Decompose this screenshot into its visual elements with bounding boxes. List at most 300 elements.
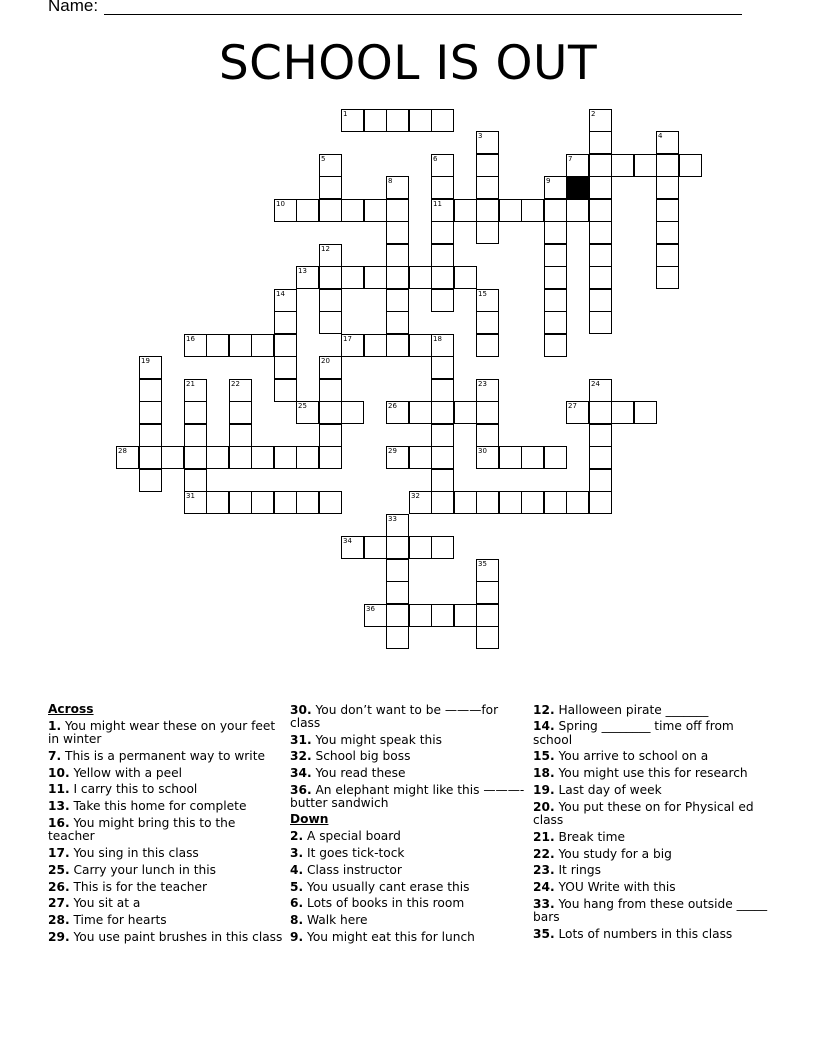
grid-cell[interactable] xyxy=(476,334,499,357)
grid-cell[interactable] xyxy=(161,446,184,469)
grid-cell[interactable] xyxy=(589,154,612,177)
clue-item-text: This is for the teacher xyxy=(69,879,208,894)
grid-cell[interactable] xyxy=(589,401,612,424)
grid-cell[interactable] xyxy=(386,626,409,649)
grid-cell[interactable] xyxy=(229,334,252,357)
clue-item-text: Break time xyxy=(554,829,626,844)
clue-item-text: You put these on for Physical ed class xyxy=(533,799,754,827)
grid-cell[interactable] xyxy=(184,491,207,514)
grid-cell[interactable] xyxy=(521,446,544,469)
grid-cell[interactable] xyxy=(431,154,454,177)
clue-number: 33 xyxy=(388,515,397,523)
grid-cell[interactable] xyxy=(409,334,432,357)
grid-cell[interactable] xyxy=(544,311,567,334)
clue-item xyxy=(48,897,283,910)
clue-item-text: An elephant might like this ———- butter sandwich xyxy=(290,782,525,811)
clue-number: 29 xyxy=(388,447,397,455)
clue-item-text: Lots of numbers in this class xyxy=(554,926,733,941)
clue-item-text: You sing in this class xyxy=(69,845,199,860)
grid-cell[interactable] xyxy=(476,131,499,154)
clue-item-text: This is a permanent way to write xyxy=(61,748,265,763)
grid-cell[interactable] xyxy=(139,401,162,424)
grid-cell[interactable] xyxy=(431,199,454,222)
clue-item xyxy=(533,801,768,827)
clue-number: 21 xyxy=(186,380,195,388)
clue-item xyxy=(290,784,525,810)
clue-item xyxy=(290,750,525,763)
clue-item xyxy=(533,848,768,861)
clue-number: 25 xyxy=(298,402,307,410)
grid-cell[interactable] xyxy=(431,446,454,469)
grid-cell[interactable] xyxy=(319,244,342,267)
clue-item xyxy=(290,767,525,780)
grid-cell[interactable] xyxy=(184,424,207,447)
grid-cell[interactable] xyxy=(589,424,612,447)
clue-number: 7 xyxy=(568,155,573,163)
grid-cell[interactable] xyxy=(341,401,364,424)
clue-item-text: Class instructor xyxy=(303,862,402,877)
clue-item xyxy=(533,784,768,797)
clue-item xyxy=(533,704,768,717)
grid-cell[interactable] xyxy=(139,469,162,492)
grid-cell[interactable] xyxy=(319,356,342,379)
clue-number: 20 xyxy=(321,357,330,365)
grid-cell[interactable] xyxy=(476,401,499,424)
clue-number: 4 xyxy=(658,132,663,140)
grid-cell[interactable] xyxy=(656,199,679,222)
grid-cell[interactable] xyxy=(206,334,229,357)
grid-cell[interactable] xyxy=(589,491,612,514)
grid-cell[interactable] xyxy=(589,176,612,199)
clue-item-number: 26. xyxy=(48,879,70,894)
grid-cell[interactable] xyxy=(589,266,612,289)
grid-cell[interactable] xyxy=(296,401,319,424)
grid-cell[interactable] xyxy=(499,491,522,514)
grid-cell[interactable] xyxy=(611,401,634,424)
grid-cell[interactable] xyxy=(544,221,567,244)
clue-item xyxy=(48,767,283,780)
grid-cell[interactable] xyxy=(341,199,364,222)
clue-item-text: Lots of books in this room xyxy=(303,896,465,911)
clue-item-number: 29. xyxy=(48,929,70,944)
clue-item-number: 22. xyxy=(533,846,555,861)
grid-cell[interactable] xyxy=(319,176,342,199)
grid-cell[interactable] xyxy=(296,491,319,514)
clue-item-number: 33. xyxy=(533,896,555,911)
grid-cell[interactable] xyxy=(656,244,679,267)
clue-item-text: You hang from these outside _____ bars xyxy=(533,896,768,925)
grid-cell[interactable] xyxy=(589,131,612,154)
grid-cell[interactable] xyxy=(544,176,567,199)
grid-cell[interactable] xyxy=(274,379,297,402)
clue-item xyxy=(533,831,768,844)
grid-cell[interactable] xyxy=(296,266,319,289)
clue-number: 24 xyxy=(591,380,600,388)
grid-cell[interactable] xyxy=(319,379,342,402)
grid-cell[interactable] xyxy=(611,154,634,177)
grid-cell[interactable] xyxy=(229,446,252,469)
clue-item-number: 24. xyxy=(533,880,555,895)
grid-cell[interactable] xyxy=(454,266,477,289)
clue-item-number: 2. xyxy=(290,829,304,844)
clue-item-text: Yellow with a peel xyxy=(69,765,183,780)
grid-cell[interactable] xyxy=(319,289,342,312)
grid-cell[interactable] xyxy=(184,334,207,357)
grid-cell[interactable] xyxy=(544,266,567,289)
clue-item-number: 6. xyxy=(290,896,304,911)
grid-cell[interactable] xyxy=(656,131,679,154)
clue-number: 30 xyxy=(478,447,487,455)
grid-cell[interactable] xyxy=(386,604,409,627)
clue-item-number: 30. xyxy=(290,702,312,717)
clue-number: 6 xyxy=(433,155,438,163)
grid-cell[interactable] xyxy=(386,266,409,289)
clue-number: 18 xyxy=(433,335,442,343)
clue-number: 28 xyxy=(118,447,127,455)
grid-cell[interactable] xyxy=(476,311,499,334)
grid-cell[interactable] xyxy=(386,559,409,582)
grid-cell[interactable] xyxy=(409,109,432,132)
grid-cell[interactable] xyxy=(364,109,387,132)
grid-cell[interactable] xyxy=(229,424,252,447)
clue-item xyxy=(48,931,283,944)
grid-cell[interactable] xyxy=(229,491,252,514)
grid-cell[interactable] xyxy=(521,491,544,514)
grid-cell[interactable] xyxy=(454,491,477,514)
grid-cell[interactable] xyxy=(274,356,297,379)
clue-number: 9 xyxy=(546,177,551,185)
clue-item-number: 35. xyxy=(533,926,555,941)
grid-cell[interactable] xyxy=(251,446,274,469)
grid-cell[interactable] xyxy=(386,199,409,222)
grid-cell[interactable] xyxy=(544,491,567,514)
grid-cell[interactable] xyxy=(566,401,589,424)
grid-cell[interactable] xyxy=(476,559,499,582)
grid-cell[interactable] xyxy=(476,446,499,469)
clue-item-number: 25. xyxy=(48,862,70,877)
clue-item xyxy=(533,881,768,894)
clue-item-text: You usually cant erase this xyxy=(303,879,470,894)
grid-cell[interactable] xyxy=(184,379,207,402)
clue-number: 3 xyxy=(478,132,483,140)
grid-cell[interactable] xyxy=(386,221,409,244)
grid-cell[interactable] xyxy=(566,154,589,177)
clue-number: 22 xyxy=(231,380,240,388)
grid-cell[interactable] xyxy=(476,289,499,312)
grid-cell[interactable] xyxy=(184,469,207,492)
grid-cell[interactable] xyxy=(431,401,454,424)
grid-cell[interactable] xyxy=(499,446,522,469)
grid-cell[interactable] xyxy=(341,109,364,132)
grid-cell[interactable] xyxy=(476,604,499,627)
clue-item-number: 23. xyxy=(533,863,555,878)
clue-item-text: You arrive to school on a xyxy=(554,749,709,764)
grid-cell[interactable] xyxy=(319,154,342,177)
grid-cell[interactable] xyxy=(679,154,702,177)
grid-cell[interactable] xyxy=(319,401,342,424)
grid-cell[interactable] xyxy=(386,514,409,537)
clue-item xyxy=(290,881,525,894)
grid-cell[interactable] xyxy=(589,199,612,222)
clue-item-text: You study for a big xyxy=(554,846,672,861)
grid-cell[interactable] xyxy=(431,491,454,514)
grid-cell[interactable] xyxy=(184,401,207,424)
page-title: SCHOOL IS OUT xyxy=(218,36,598,91)
grid-cell[interactable] xyxy=(589,446,612,469)
clues-column-2 xyxy=(290,700,525,944)
grid-cell[interactable] xyxy=(431,244,454,267)
clue-item-text: You might speak this xyxy=(311,732,442,747)
grid-cell[interactable] xyxy=(656,176,679,199)
grid-cell[interactable] xyxy=(319,266,342,289)
grid-cell[interactable] xyxy=(296,199,319,222)
grid-cell[interactable] xyxy=(431,604,454,627)
grid-cell[interactable] xyxy=(274,334,297,357)
clue-number: 19 xyxy=(141,357,150,365)
grid-cell[interactable] xyxy=(364,334,387,357)
grid-cell[interactable] xyxy=(409,604,432,627)
clue-item-number: 10. xyxy=(48,765,70,780)
grid-cell[interactable] xyxy=(454,604,477,627)
clues-column-3 xyxy=(533,700,768,941)
grid-cell[interactable] xyxy=(296,446,319,469)
grid-cell[interactable] xyxy=(364,536,387,559)
clue-item-text: You sit at a xyxy=(69,896,141,911)
grid-cell[interactable] xyxy=(341,266,364,289)
down-clue-list-continued xyxy=(533,704,768,942)
grid-cell[interactable] xyxy=(139,446,162,469)
grid-cell[interactable] xyxy=(431,289,454,312)
clue-item-number: 31. xyxy=(290,732,312,747)
grid-cell[interactable] xyxy=(476,626,499,649)
clue-item-text: Time for hearts xyxy=(69,913,167,928)
grid-cell[interactable] xyxy=(499,199,522,222)
grid-cell[interactable] xyxy=(656,266,679,289)
grid-cell[interactable] xyxy=(386,289,409,312)
across-clue-list xyxy=(48,720,283,944)
grid-cell[interactable] xyxy=(656,221,679,244)
clue-item xyxy=(48,783,283,796)
grid-cell[interactable] xyxy=(589,109,612,132)
grid-cell[interactable] xyxy=(544,334,567,357)
clue-item-text: It goes tick-tock xyxy=(303,845,405,860)
clue-item-number: 15. xyxy=(533,749,555,764)
grid-cell[interactable] xyxy=(589,379,612,402)
grid-cell[interactable] xyxy=(431,536,454,559)
grid-cell[interactable] xyxy=(229,379,252,402)
grid-cell[interactable] xyxy=(476,581,499,604)
grid-cell[interactable] xyxy=(206,491,229,514)
grid-cell[interactable] xyxy=(116,446,139,469)
clue-item-text: A special board xyxy=(303,829,401,844)
clue-item-text: You might eat this for lunch xyxy=(303,929,475,944)
grid-cell[interactable] xyxy=(229,401,252,424)
grid-cell[interactable] xyxy=(409,491,432,514)
clue-item xyxy=(290,897,525,910)
clue-number: 8 xyxy=(388,177,393,185)
grid-cell[interactable] xyxy=(341,536,364,559)
grid-cell[interactable] xyxy=(319,199,342,222)
clue-item xyxy=(48,847,283,860)
grid-cell[interactable] xyxy=(454,401,477,424)
grid-cell[interactable] xyxy=(409,401,432,424)
clue-item xyxy=(533,898,768,924)
clue-item-number: 17. xyxy=(48,845,70,860)
grid-cell[interactable] xyxy=(139,424,162,447)
grid-cell[interactable] xyxy=(206,446,229,469)
grid-cell[interactable] xyxy=(589,244,612,267)
clue-item-number: 12. xyxy=(533,702,555,717)
grid-cell[interactable] xyxy=(139,379,162,402)
grid-cell[interactable] xyxy=(431,356,454,379)
grid-cell[interactable] xyxy=(454,199,477,222)
grid-cell[interactable] xyxy=(566,199,589,222)
clue-number: 1 xyxy=(343,110,348,118)
grid-cell[interactable] xyxy=(634,401,657,424)
clue-number: 17 xyxy=(343,335,352,343)
grid-cell[interactable] xyxy=(431,334,454,357)
grid-cell[interactable] xyxy=(274,199,297,222)
name-label: Name: xyxy=(48,0,99,15)
grid-cell[interactable] xyxy=(139,356,162,379)
grid-cell[interactable] xyxy=(476,154,499,177)
grid-cell[interactable] xyxy=(589,311,612,334)
clue-item-text: Last day of week xyxy=(554,782,662,797)
clue-number: 35 xyxy=(478,560,487,568)
grid-cell[interactable] xyxy=(634,154,657,177)
grid-cell[interactable] xyxy=(431,379,454,402)
grid-cell[interactable] xyxy=(476,379,499,402)
clue-number: 12 xyxy=(321,245,330,253)
clue-item xyxy=(290,914,525,927)
clue-item xyxy=(48,800,283,813)
grid-cell[interactable] xyxy=(251,334,274,357)
down-header: Down xyxy=(290,812,329,827)
clue-number: 34 xyxy=(343,537,352,545)
black-square xyxy=(566,176,589,199)
grid-cell[interactable] xyxy=(274,289,297,312)
clue-item-number: 20. xyxy=(533,799,555,814)
down-clue-list xyxy=(290,830,525,944)
clue-number: 23 xyxy=(478,380,487,388)
clue-number: 2 xyxy=(591,110,596,118)
clues-column-1 xyxy=(48,700,283,944)
grid-cell[interactable] xyxy=(431,109,454,132)
clue-item-text: It rings xyxy=(554,863,601,878)
clue-item xyxy=(533,750,768,763)
clue-item-number: 28. xyxy=(48,913,70,928)
grid-cell[interactable] xyxy=(476,424,499,447)
clue-item-number: 1. xyxy=(48,718,62,733)
grid-cell[interactable] xyxy=(521,199,544,222)
grid-cell[interactable] xyxy=(431,424,454,447)
clue-item-text: I carry this to school xyxy=(69,782,198,797)
grid-cell[interactable] xyxy=(251,491,274,514)
clue-item-number: 19. xyxy=(533,782,555,797)
grid-cell[interactable] xyxy=(319,446,342,469)
clue-item-text: Walk here xyxy=(303,913,368,928)
grid-cell[interactable] xyxy=(274,311,297,334)
clue-item-number: 8. xyxy=(290,913,304,928)
clue-number: 31 xyxy=(186,492,195,500)
grid-cell[interactable] xyxy=(589,469,612,492)
grid-cell[interactable] xyxy=(476,491,499,514)
grid-cell[interactable] xyxy=(386,244,409,267)
clue-item-number: 34. xyxy=(290,766,312,781)
clue-number: 5 xyxy=(321,155,326,163)
grid-cell[interactable] xyxy=(476,176,499,199)
grid-cell[interactable] xyxy=(319,311,342,334)
grid-cell[interactable] xyxy=(544,199,567,222)
grid-cell[interactable] xyxy=(431,469,454,492)
clue-item-text: You might bring this to the teacher xyxy=(48,815,236,844)
clue-number: 10 xyxy=(276,200,285,208)
grid-cell[interactable] xyxy=(386,581,409,604)
grid-cell[interactable] xyxy=(431,221,454,244)
clue-item xyxy=(290,734,525,747)
grid-cell[interactable] xyxy=(319,491,342,514)
clue-item xyxy=(533,720,768,746)
clue-number: 16 xyxy=(186,335,195,343)
grid-cell[interactable] xyxy=(386,446,409,469)
grid-cell[interactable] xyxy=(589,221,612,244)
clue-item-number: 36. xyxy=(290,782,312,797)
clue-number: 14 xyxy=(276,290,285,298)
grid-cell[interactable] xyxy=(184,446,207,469)
clue-item xyxy=(48,720,283,746)
clue-item xyxy=(48,750,283,763)
grid-cell[interactable] xyxy=(431,266,454,289)
grid-cell[interactable] xyxy=(386,401,409,424)
grid-cell[interactable] xyxy=(319,424,342,447)
grid-cell[interactable] xyxy=(656,154,679,177)
grid-cell[interactable] xyxy=(364,604,387,627)
grid-cell[interactable] xyxy=(274,491,297,514)
grid-cell[interactable] xyxy=(544,446,567,469)
clue-number: 15 xyxy=(478,290,487,298)
grid-cell[interactable] xyxy=(431,176,454,199)
clue-item-text: School big boss xyxy=(311,749,411,764)
clue-number: 32 xyxy=(411,492,420,500)
grid-cell[interactable] xyxy=(544,244,567,267)
grid-cell[interactable] xyxy=(589,289,612,312)
clue-item-number: 11. xyxy=(48,782,70,797)
grid-cell[interactable] xyxy=(341,334,364,357)
grid-cell[interactable] xyxy=(476,221,499,244)
grid-cell[interactable] xyxy=(386,536,409,559)
grid-cell[interactable] xyxy=(409,536,432,559)
grid-cell[interactable] xyxy=(386,109,409,132)
clue-item-text: You don’t want to be ———for class xyxy=(290,702,499,730)
clue-item-number: 27. xyxy=(48,896,70,911)
grid-cell[interactable] xyxy=(409,266,432,289)
grid-cell[interactable] xyxy=(409,446,432,469)
clue-item-number: 18. xyxy=(533,766,555,781)
clue-item xyxy=(48,864,283,877)
grid-cell[interactable] xyxy=(386,311,409,334)
clue-item xyxy=(533,864,768,877)
grid-cell[interactable] xyxy=(274,446,297,469)
grid-cell[interactable] xyxy=(386,334,409,357)
grid-cell[interactable] xyxy=(386,176,409,199)
clue-number: 11 xyxy=(433,200,442,208)
grid-cell[interactable] xyxy=(364,199,387,222)
clue-item xyxy=(290,864,525,877)
grid-cell[interactable] xyxy=(566,491,589,514)
grid-cell[interactable] xyxy=(364,266,387,289)
grid-cell[interactable] xyxy=(544,289,567,312)
grid-cell[interactable] xyxy=(476,199,499,222)
